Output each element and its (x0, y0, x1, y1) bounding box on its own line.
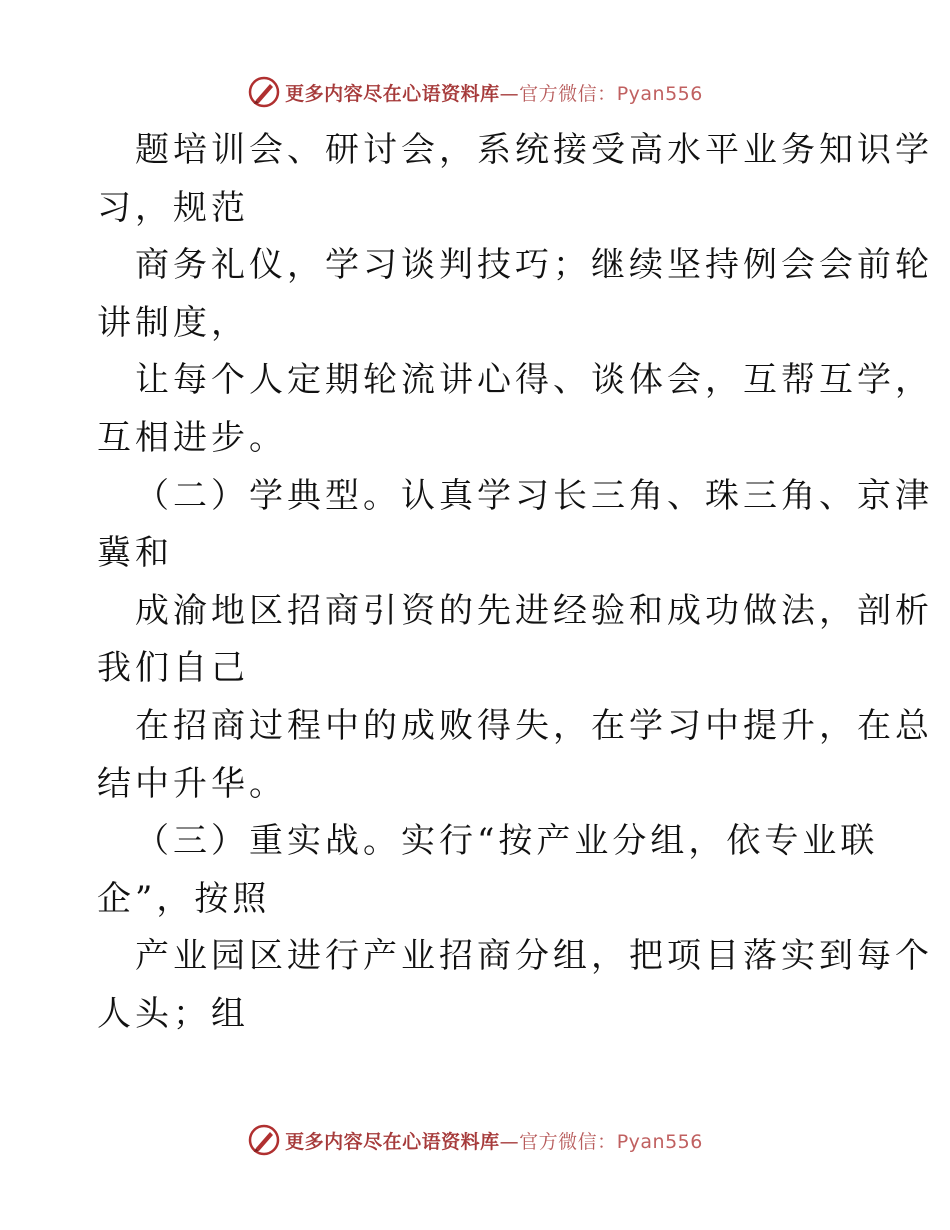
text-line: （二）学典型。认真学习长三角、珠三角、京津 (135, 475, 933, 516)
text-line: 习，规范 (97, 187, 249, 228)
text-line: 我们自己 (97, 648, 249, 689)
text-line: 题培训会、研讨会，系统接受高水平业务知识学 (135, 130, 933, 170)
header-watermark (0, 72, 950, 112)
text-line: 在招商过程中的成败得失，在学习中提升，在总 (135, 705, 933, 746)
text-line: 成渝地区招商引资的先进经验和成功做法，剖析 (135, 590, 933, 631)
text-line: 产业园区进行产业招商分组，把项目落实到每个 (135, 936, 933, 977)
watermark-wechat-id: Pyan556 (616, 1130, 703, 1153)
watermark-dash: — (499, 82, 520, 105)
watermark-dash: — (499, 1130, 520, 1153)
watermark-text (285, 1127, 703, 1154)
text-line: 讲制度， (97, 302, 249, 343)
text-line: 人头；组 (97, 993, 249, 1034)
watermark-wechat-label: 官方微信： (519, 1130, 617, 1153)
text-line: 企”，按照 (97, 878, 271, 919)
text-line: 商务礼仪，学习谈判技巧；继续坚持例会会前轮 (135, 245, 933, 286)
text-line: 让每个人定期轮流讲心得、谈体会，互帮互学， (135, 360, 933, 401)
text-line: 冀和 (97, 533, 173, 574)
watermark-wechat-label: 官方微信： (519, 82, 617, 105)
text-line: 互相进步。 (97, 417, 287, 458)
text-line: （三）重实战。实行“按产业分组，依专业联 (135, 821, 879, 862)
watermark-text (285, 79, 703, 106)
watermark-site: 更多内容尽在心语资料库 (285, 82, 500, 105)
pen-logo-icon (247, 75, 281, 109)
pen-logo-icon (247, 1123, 281, 1157)
text-line: 结中升华。 (97, 763, 287, 804)
footer-watermark (0, 1120, 950, 1160)
watermark-site: 更多内容尽在心语资料库 (285, 1130, 500, 1153)
document-body (97, 122, 933, 1044)
watermark-wechat-id: Pyan556 (616, 82, 703, 105)
